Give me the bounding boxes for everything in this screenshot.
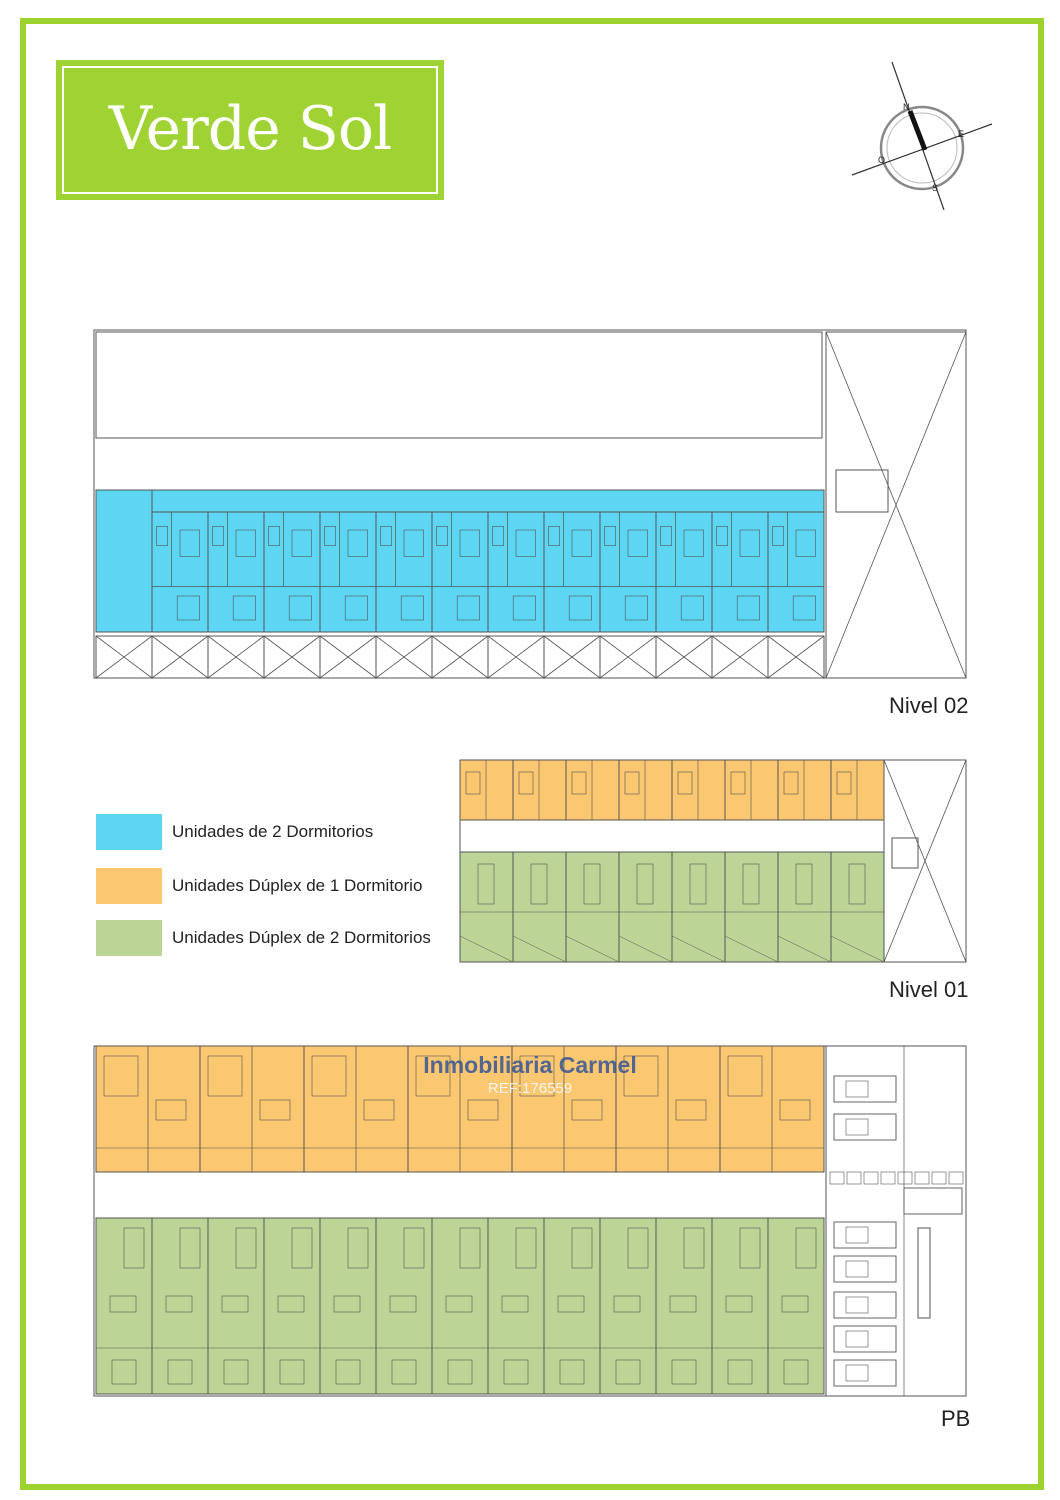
legend-label: Unidades de 2 Dormitorios	[172, 822, 374, 841]
parked-car-icon	[834, 1256, 896, 1282]
parked-car-icon	[834, 1292, 896, 1318]
pb-stair-step	[847, 1172, 861, 1184]
nivel-02-units-block	[96, 490, 824, 632]
legend-swatch	[96, 868, 162, 904]
level-label-nivel-02: Nivel 02	[889, 693, 969, 718]
pb-parking-island	[918, 1228, 930, 1318]
pb-stair-step	[864, 1172, 878, 1184]
parked-car-icon	[834, 1114, 896, 1140]
plan-nivel-01	[460, 760, 966, 962]
compass-south-label: S	[932, 183, 939, 193]
parked-car-icon	[834, 1326, 896, 1352]
watermark-reference: REF:176559	[487, 1080, 573, 1097]
plan-planta-baja	[94, 1046, 966, 1396]
legend-label: Unidades Dúplex de 1 Dormitorio	[172, 876, 423, 895]
pb-stair-step	[830, 1172, 844, 1184]
project-title: Verde Sol	[108, 94, 392, 164]
compass-rose-icon	[852, 62, 992, 210]
compass-north-label: N	[903, 102, 910, 112]
parked-car-icon	[834, 1076, 896, 1102]
parked-car-icon	[834, 1222, 896, 1248]
legend-label: Unidades Dúplex de 2 Dormitorios	[172, 928, 431, 947]
pb-stair-step	[949, 1172, 963, 1184]
pb-stair-step	[932, 1172, 946, 1184]
watermark	[360, 1052, 700, 1097]
pb-stair-step	[915, 1172, 929, 1184]
legend-swatch	[96, 814, 162, 850]
level-label-pb: PB	[941, 1406, 971, 1431]
plan-nivel-02	[94, 330, 966, 678]
pb-stair-step	[898, 1172, 912, 1184]
parked-car-icon	[904, 1188, 962, 1214]
pb-stair-step	[881, 1172, 895, 1184]
nivel-02-service-unit	[96, 490, 152, 632]
compass-west-label: O	[878, 155, 886, 165]
parked-car-icon	[834, 1360, 896, 1386]
legend-swatch	[96, 920, 162, 956]
watermark-agency-name: Inmobiliaria Carmel	[423, 1052, 637, 1078]
level-label-nivel-01: Nivel 01	[889, 977, 969, 1002]
nivel-02-stair-core	[836, 470, 888, 512]
compass-east-label: E	[958, 129, 965, 139]
nivel-01-stair-core	[892, 838, 918, 868]
nivel-02-roof	[96, 332, 822, 438]
